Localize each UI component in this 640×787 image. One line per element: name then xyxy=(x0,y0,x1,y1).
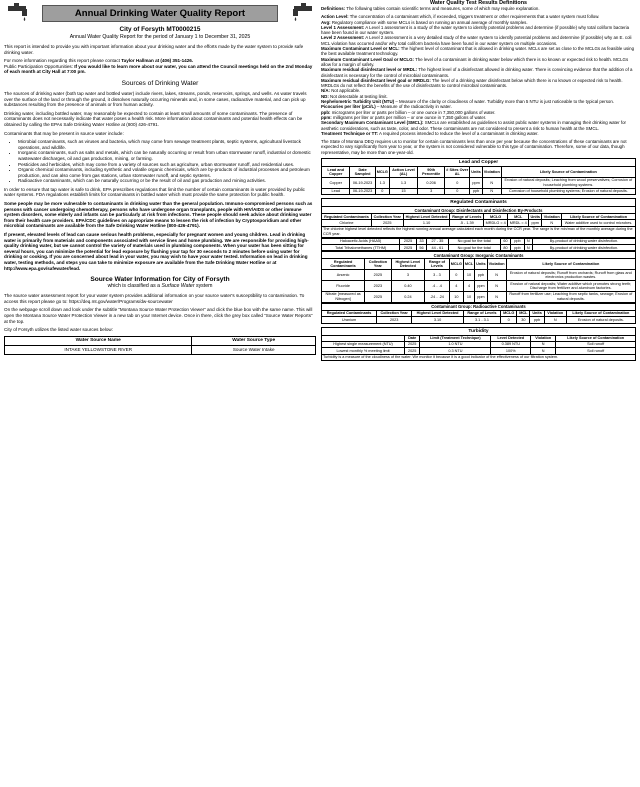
column-header: Violation xyxy=(544,310,566,316)
definition-term: Avg: xyxy=(321,19,331,25)
table-cell: 2025 xyxy=(365,270,391,281)
paragraph: The source water assessment report for your water system provides additional information on your source water's susceptibility to contamination. To access this report please go to: https://deq.mt.gov/water/Programs/dw-sourcewater xyxy=(4,293,305,304)
table-cell: N xyxy=(544,317,566,323)
table-cell: 0.206 xyxy=(418,177,445,188)
table-row xyxy=(5,345,316,354)
table-cell: 0 xyxy=(445,188,470,194)
column-header: MCL xyxy=(508,214,529,220)
table-row xyxy=(322,245,636,251)
definitions-intro-text: The following tables contain scientific terms and measures, some of which may require explanation. xyxy=(345,6,540,11)
table-cell: Lead xyxy=(322,188,350,194)
table-row xyxy=(322,270,636,281)
definitions-title: Water Quality Test Results Definitions xyxy=(429,0,528,6)
table-cell: 06-19-2023 xyxy=(350,177,375,188)
table-cell: Erosion of natural deposits. xyxy=(566,317,635,323)
paragraph: City of Forsyth utilizes the listed water sources below: xyxy=(4,327,114,333)
table-cell: 100% xyxy=(491,348,531,354)
contaminant-list xyxy=(4,139,316,184)
definitions-label: Definitions: xyxy=(321,6,346,11)
subtitle-text: system xyxy=(194,283,213,290)
column-header: MCLG xyxy=(449,259,463,270)
table-cell: 06-19-2023 xyxy=(350,188,375,194)
report-banner xyxy=(4,2,316,24)
table-cell: Nitrate [measured as Nitrogen] xyxy=(322,291,365,302)
participation-text: If you would like to learn more about our water, you can attend the Council meetings held on the 2nd Monday of each month at City Hall at 7:00 pm. xyxy=(4,63,313,75)
definition-term: ppb: xyxy=(321,109,331,115)
table-cell: 0 xyxy=(449,270,463,281)
table-cell: By-product of drinking water disinfection. xyxy=(532,245,635,251)
list-item: • Microbial contaminants, such as viruses and bacteria, which may come from sewage treatment plants, septic systems, agricultural livestock operations, and wildlife. xyxy=(18,139,316,150)
table-cell: ppm xyxy=(470,177,483,188)
table-cell: 0 xyxy=(375,188,389,194)
column-header: MCL xyxy=(517,310,530,316)
table-cell: N xyxy=(487,281,506,292)
column-header: Collection Year xyxy=(371,214,403,220)
definition-term: Maximum residual disinfectant level or MRDL: xyxy=(321,67,418,73)
column-header: Lead and Copper xyxy=(322,167,350,178)
table-cell: 1.0 NTU xyxy=(420,341,491,347)
contact-info xyxy=(4,58,316,75)
table-body xyxy=(322,317,636,323)
column-header: Likely Source of Contamination xyxy=(562,214,636,220)
table-cell: .4 - .4 xyxy=(425,281,450,292)
table-row xyxy=(322,317,636,323)
table-cell: 80 xyxy=(500,245,510,251)
table-cell: 1.10 xyxy=(403,220,450,226)
table-cell: 15 xyxy=(389,188,417,194)
definition-text: The concentration of a contaminant which, if exceeded, triggers treatment or other requirements that a water system must follow. xyxy=(348,14,600,20)
definitions-list xyxy=(321,14,636,136)
table-cell: 60 xyxy=(500,238,510,244)
contaminant-group-title: Contaminant Group: Inorganic Contaminants xyxy=(321,251,636,258)
table-cell: 3 xyxy=(418,188,445,194)
table-cell: 33 xyxy=(416,238,426,244)
table-cell: Runoff from fertilizer use; Leaching from septic tanks, sewage; Erosion of natural deposits. xyxy=(506,291,635,302)
header-row xyxy=(322,259,636,270)
table-cell: ppb xyxy=(475,270,488,281)
list-item: • Organic chemical contaminants, including synthetic and volatile organic chemicals, which are by-products of industrial processes and petroleum production, and can also come from gas stations, urban stormwater runoff, and septic systems. xyxy=(18,167,316,178)
table-cell: Chlorine xyxy=(322,220,372,226)
definition-term: Level 1 Assessment: xyxy=(321,24,365,30)
column-header: Violation xyxy=(482,167,501,178)
column-header: Highest Level Detected xyxy=(403,214,450,220)
paragraph: Some people may be more vulnerable to contaminants in drinking water than the general population. Immuno-compromised persons such as persons with cancer undergoing chemotherapy, persons who have undergone organ transplants, people with HIV/AIDS or other immune system disorders, some elderly and infants can be particularly at risk from infections. These people should seek advice about drinking water from their health care providers. EPA/CDC guidelines on appropriate means to lessen the risk of infection by Cryptosporidium and other microbial contaminants are available from the Safe Drinking Water Hotline (800-426-4791). xyxy=(4,201,313,229)
list-item: • Pesticides and herbicides, which may come from a variety of sources such as agriculture, urban stormwater runoff, and residential uses. xyxy=(18,162,316,168)
column-header: Units xyxy=(530,214,540,219)
column-header: Range of Levels xyxy=(450,214,484,220)
table-note: The chlorine highest level detected reflects the highest running annual average calculated each month during the CCR year. The range is the min/max of the monthly average during the CCR year. xyxy=(321,227,636,238)
table-cell: 2025 xyxy=(405,341,420,347)
regulated-groups xyxy=(321,206,636,324)
table-cell: 10 xyxy=(463,291,474,302)
table-row xyxy=(322,220,636,226)
table-cell: 4 xyxy=(449,281,463,292)
table-cell: 3 - 3 xyxy=(425,270,450,281)
table-cell: Soil runoff xyxy=(556,341,636,347)
column-header: MCL xyxy=(463,259,474,270)
column-header: Water Source Type xyxy=(192,336,316,345)
column-header: Range of Levels xyxy=(463,310,500,316)
report-period: Annual Water Quality Report for the period of January 1 to December 31, 2025 xyxy=(69,34,251,40)
contaminant-table xyxy=(321,238,636,252)
right-column xyxy=(321,0,636,361)
definition-term: Maximum residual disinfectant level goal or MRDLG: xyxy=(321,77,431,83)
table-cell: ppb xyxy=(530,317,544,323)
column-header: Date Sampled xyxy=(350,167,375,178)
definition-text: A Level 2 assessment is a very detailed study of the water system to identify potential problems and determine (if possible) why an E. coli MCL violation has occurred and/or why total coliform bacteria have been found in our water system on multiple occasions. xyxy=(321,35,632,46)
table-cell: 27 - 35 xyxy=(427,238,448,244)
table-cell: 0.389 NTU xyxy=(491,341,531,347)
table-cell: Erosion of natural deposits; Runoff from orchards; Runoff from glass and electronics production wastes. xyxy=(506,270,635,281)
table-cell: ppb xyxy=(470,188,483,194)
column-header: Units xyxy=(475,259,488,270)
column-header: Likely Source of Contamination xyxy=(556,335,636,341)
definition-text: SMCLs are established as guidelines to assist public water systems in managing their drinking water for aesthetic considerations, such as taste, color, and odor. These contaminants are not considered to present a risk to human health at the SMCL. xyxy=(321,120,627,131)
column-header: MCLG xyxy=(375,167,389,178)
faucet-icon xyxy=(6,2,36,24)
table-cell: 10 xyxy=(449,291,463,302)
table-body xyxy=(322,177,636,194)
contaminant-table xyxy=(321,310,636,324)
participation-label: Public Participation Opportunities: xyxy=(4,63,75,69)
table-cell: .24 - .24 xyxy=(425,291,450,302)
definition-term: ppm: xyxy=(321,114,332,120)
paragraph: If present, elevated levels of lead can cause serious health problems, especially for pregnant women and young children. Lead in drinking water is primarily from materials and components associated with service lines and home plumbing. We are responsible for providing high-quality drinking water, but we cannot control the variety of materials used in plumbing components. When your water has been sitting for several hours, you can minimize the potential for lead exposure by flushing your tap for 30 seconds to 2 minutes before using water for drinking or cooking. If you are concerned about lead in your water, you may wish to have your water tested. Information on lead in drinking water, testing methods, and steps you can take to minimize exposure are available from the Safe Drinking Water Hotline or at http://www.epa.gov/safewater/lead. xyxy=(4,232,309,271)
definition-text: A Level 1 assessment is a study of the water system to identify potential problems and determine (if possible) why total coliform bacteria have been found in our water system. xyxy=(321,24,630,36)
column-header: Regulated Contaminants xyxy=(322,259,365,270)
table-row xyxy=(322,291,636,302)
table-cell: Fluoride xyxy=(322,281,365,292)
table-cell: Erosion of natural deposits; Water additive which promotes strong teeth; Discharge from fertilizer and aluminum factories. xyxy=(506,281,635,292)
table-cell: N xyxy=(482,177,501,188)
paragraph: On the webpage scroll down and look under the subtitle “Montana Source Water Protection Viewer” and click the blue box with the same name. This will open the Montana Source Water Protection Viewer in a new tab on your Internet device. Once in there, click the grey box called “Source Water Reports” at the top. xyxy=(4,307,313,324)
table-cell: MRDLG = 4 xyxy=(484,220,508,226)
report-title: Annual Drinking Water Quality Report xyxy=(42,5,278,22)
definition-item xyxy=(321,35,636,46)
definition-text: – Measure of the radioactivity in water. xyxy=(375,104,452,110)
definition-text: A required process intended to reduce the level of a contaminant in drinking water. xyxy=(378,130,539,136)
table-cell: ppm xyxy=(475,281,488,292)
table-cell: N xyxy=(487,291,506,302)
table-cell: 3 xyxy=(391,270,425,281)
definition-item xyxy=(321,25,636,36)
paragraph: Contaminants that may be present in source water include: xyxy=(4,130,124,136)
table-cell: 2025 xyxy=(405,348,420,354)
definition-text: The highest level of a disinfectant allowed in drinking water. There is convincing evidence that the addition of a disinfectant is necessary for the control of microbial contaminants. xyxy=(321,67,633,78)
column-header: Units xyxy=(470,167,483,178)
left-column xyxy=(4,2,316,355)
intro-text: This report is intended to provide you with important information about your drinking water and the efforts made by the water system to provide safe drinking water. xyxy=(4,44,304,55)
table-cell: N xyxy=(487,270,506,281)
definition-term: Treatment Technique or TT: xyxy=(321,130,379,136)
definition-item xyxy=(321,46,636,57)
paragraph: Drinking water, including bottled water, may reasonably be expected to contain at least small amounts of some contaminants. The presence of contaminants does not necessarily indicate that water poses a health risk. More information about contaminants and potential health effects can be obtained by calling the EPAs Safe Drinking Water Hotline at (800) 426-4791. xyxy=(4,110,303,127)
column-header: 90th Percentile xyxy=(418,167,445,178)
contact-name: Taylor Hallman at (406) 351-1426. xyxy=(121,58,194,64)
table-cell: Corrosion of household plumbing systems; Erosion of natural deposits. xyxy=(501,188,635,194)
table-cell: 2025 xyxy=(400,238,417,244)
table-cell: 4 xyxy=(463,281,474,292)
table-cell: Haloacetic Acids (HAA5) xyxy=(322,238,400,244)
table-cell: Soil runoff xyxy=(556,348,636,354)
column-header: Likely Source of Contamination xyxy=(501,167,635,178)
definition-term: Nephelometric Turbidity Unit (NTU) xyxy=(321,99,395,105)
table-cell: 0.3 NTU xyxy=(420,348,491,354)
definition-text: The level of a drinking water disinfectant below which there is no known or expected risk to health. MRDLGs do not reflect the benefits of the use of disinfectants to control microbial contaminants. xyxy=(321,77,623,89)
table-cell: 30 xyxy=(517,317,530,323)
state-note: The State of Montana DEQ requires us to monitor for certain contaminants less than once per year because the concentrations of these contaminants are not expected to vary significantly from year to year, or the system is not considered vulnerable to this type of contamination. Therefore, some of our data, though representative, may be more than one-year-old. xyxy=(321,139,627,155)
table-cell: By-product of drinking water disinfection. xyxy=(532,238,635,244)
column-header: Collection Year xyxy=(377,310,412,316)
table-cell: Uranium xyxy=(322,317,377,323)
definition-text: micrograms per liter or parts per billion – or one ounce in 7,350,000 gallons of water. xyxy=(330,109,496,115)
table-cell: Water additive used to control microbes. xyxy=(562,220,636,226)
table-cell: N xyxy=(531,341,556,347)
system-id: City of Forsyth MT0000215 xyxy=(119,26,201,33)
table-row xyxy=(322,281,636,292)
contaminant-group-title: Contaminant Group: Radioactive Contaminants xyxy=(321,303,636,310)
definition-text: – Measure of the clarity or cloudiness of water. Turbidity more than 5 NTU is just noticeable to the typical person. xyxy=(394,99,614,105)
table-cell: 2025 xyxy=(400,245,417,251)
table-cell: ppb xyxy=(511,238,524,244)
list-item: • Inorganic contaminants, such as salts and metals, which can be naturally occurring or result from urban stormwater runoff, industrial or domestic wastewater discharges, oil and gas production, mining, or farming. xyxy=(18,150,316,161)
table-cell: 2025 xyxy=(371,220,403,226)
column-header: Regulated Contaminants xyxy=(322,214,372,220)
table-cell: 10 xyxy=(463,270,474,281)
definition-item xyxy=(321,67,636,78)
column-header: Level Detected xyxy=(491,335,531,341)
definition-term: ND: xyxy=(321,93,329,99)
table-row xyxy=(322,177,636,188)
column-header: MCLG xyxy=(484,214,508,220)
subtitle-emphasis: Surface Water xyxy=(161,283,195,290)
column-header: Violation xyxy=(531,335,556,341)
table-cell: Arsenic xyxy=(322,270,365,281)
turbidity-table xyxy=(321,335,636,355)
lead-copper-table xyxy=(321,166,636,195)
column-header: Water Source Name xyxy=(5,336,192,345)
table-row xyxy=(322,348,636,354)
table-cell: N xyxy=(524,238,532,244)
definition-term: Level 2 Assessment: xyxy=(321,35,365,41)
table-cell: ppm xyxy=(475,291,488,302)
subtitle-text: which is classified as a xyxy=(107,283,162,290)
regulated-title: Regulated Contaminants xyxy=(321,198,636,206)
column-header: Units xyxy=(530,310,544,316)
table-cell: 0.40 xyxy=(391,281,425,292)
table-cell: N xyxy=(482,188,501,194)
table-cell: 0 xyxy=(445,177,470,188)
column-header: Likely Source of Contamination xyxy=(566,310,635,316)
table-cell: No goal for the total xyxy=(448,238,500,244)
column-header: Regulated Contaminants xyxy=(322,310,377,316)
column-header: Date xyxy=(405,335,420,341)
header-row xyxy=(322,167,636,178)
lead-copper-title: Lead and Copper xyxy=(321,158,636,166)
column-header: Highest Level Detected xyxy=(412,310,464,316)
definition-term: Maximum Contaminant Level or MCL: xyxy=(321,46,400,52)
faucet-icon xyxy=(284,2,314,24)
table-cell: 44 - 61 xyxy=(427,245,448,251)
section-subtitle xyxy=(4,283,316,289)
definition-text: milligrams per liter or parts per million – or one ounce in 7,350 gallons of water. xyxy=(331,114,487,120)
contaminant-table xyxy=(321,258,636,302)
table-cell: MRDL = 4 xyxy=(509,220,527,225)
turbidity-note: Turbidity is a measure of the cloudiness of the water. We monitor it because it is a good indicator of the effectiveness of our filtration system. xyxy=(321,355,636,361)
table-cell: 3.10 xyxy=(412,317,464,323)
contaminant-table xyxy=(321,213,636,227)
table-cell: Total Trihalomethanes (TTHM) xyxy=(322,245,400,251)
definition-text: Not applicable. xyxy=(330,88,361,94)
section-title: Sources of Drinking Water xyxy=(121,79,199,87)
table-cell: 2025 xyxy=(365,291,391,302)
column-header: Collection Year xyxy=(365,259,391,270)
contact-text: For more information regarding this report please contact xyxy=(4,58,122,64)
definition-term: Maximum Contaminant Level Goal or MCLG: xyxy=(321,56,414,62)
list-item: • Radioactive contaminants, which can be naturally occurring or be the result of oil and gas production and mining activities. xyxy=(18,178,316,184)
table-cell: N xyxy=(524,245,532,251)
definition-item xyxy=(321,57,636,68)
definition-term: Picocuries per liter (pCi/L) xyxy=(321,104,376,110)
definition-term: Action Level: xyxy=(321,14,349,20)
table-cell: Erosion of natural deposits; Leaching from wood preservatives; Corrosion of household plumbing systems. xyxy=(501,177,635,188)
definition-term: Secondary Maximum Contaminant Level (SMCL): xyxy=(321,120,424,126)
paragraph: In order to ensure that tap water is safe to drink, EPA prescribes regulations that limit the number of certain contaminants in water provided by public water systems. FDA regulations establish limits for contaminants in bottled water which must provide the same protection for public health. xyxy=(4,186,305,198)
table-cell: .5 - 1.39 xyxy=(450,220,484,226)
definition-term: N/A: xyxy=(321,88,331,94)
table-cell: ppm xyxy=(529,220,542,226)
water-source-table xyxy=(4,336,316,355)
table-cell: N xyxy=(531,348,556,354)
table-cell: Highest single measurement (NTU) xyxy=(322,341,405,347)
column-header: Range of Levels xyxy=(425,259,450,270)
table-cell: 2023 xyxy=(365,281,391,292)
table-cell: 0 xyxy=(501,317,517,323)
contaminant-group-title: Contaminant Group: Disinfectants and Disinfection By-Products xyxy=(321,206,636,213)
table-cell: ppb xyxy=(511,245,524,251)
column-header: Violation xyxy=(543,214,560,219)
table-cell: 3.1 - 3.1 xyxy=(463,317,500,323)
definition-text: The level of a contaminant in drinking water below which there is no known or expected risk to health. MCLGs allow for a margin of safety. xyxy=(321,56,629,67)
definition-text: Not detectable at testing limit. xyxy=(328,93,388,99)
definition-item xyxy=(321,120,636,131)
definition-text: The highest level of contaminant that is allowed in drinking water. MCLs are set as close to the MCLGs as feasible using the best available treatment technology. xyxy=(321,46,635,57)
paragraph: The sources of drinking water (both tap water and bottled water) include rivers, lakes, streams, ponds, reservoirs, springs, and wells. As water travels over the surface of the land or through the ground, it dissolves naturally occurring minerals and, in some cases, radioactive material, and can pick up substances resulting from the presence of animals or from human activity. xyxy=(4,90,307,108)
table-cell: No goal for the total xyxy=(448,245,500,251)
table-cell: 56 xyxy=(416,245,426,251)
table-cell: 1.3 xyxy=(375,177,389,188)
table-body xyxy=(322,270,636,302)
column-header: Likely Source of Contamination xyxy=(506,259,635,270)
column-header: Violation xyxy=(487,259,506,270)
definition-item xyxy=(321,78,636,89)
table-cell: 0.24 xyxy=(391,291,425,302)
definition-text: Regulatory compliance with some MCLs is based on running an annual average of monthly samples. xyxy=(330,19,528,25)
table-cell: Source Water Intake xyxy=(192,345,316,354)
table-body xyxy=(322,238,636,251)
table-body xyxy=(322,220,636,226)
table-cell: 1.3 xyxy=(389,177,417,188)
column-header: MCLG xyxy=(501,310,517,316)
column-header: Limit (Treatment Technique) xyxy=(420,335,491,341)
column-header: Highest Level Detected xyxy=(391,259,425,270)
table-cell: N xyxy=(542,220,562,226)
column-header: # Sites Over AL xyxy=(446,167,469,176)
column-header: Action Level (AL) xyxy=(389,167,417,178)
table-body xyxy=(322,341,636,354)
table-cell: INTAKE YELLOWSTONE RIVER xyxy=(5,345,192,354)
turbidity-title: Turbidity xyxy=(321,327,636,335)
table-row xyxy=(322,188,636,194)
table-cell: Lowest monthly % meeting limit xyxy=(322,348,405,354)
table-cell: 2023 xyxy=(377,317,412,323)
table-cell: Copper xyxy=(322,177,350,188)
section-title: Source Water Information for City of Forsyth xyxy=(90,276,230,284)
